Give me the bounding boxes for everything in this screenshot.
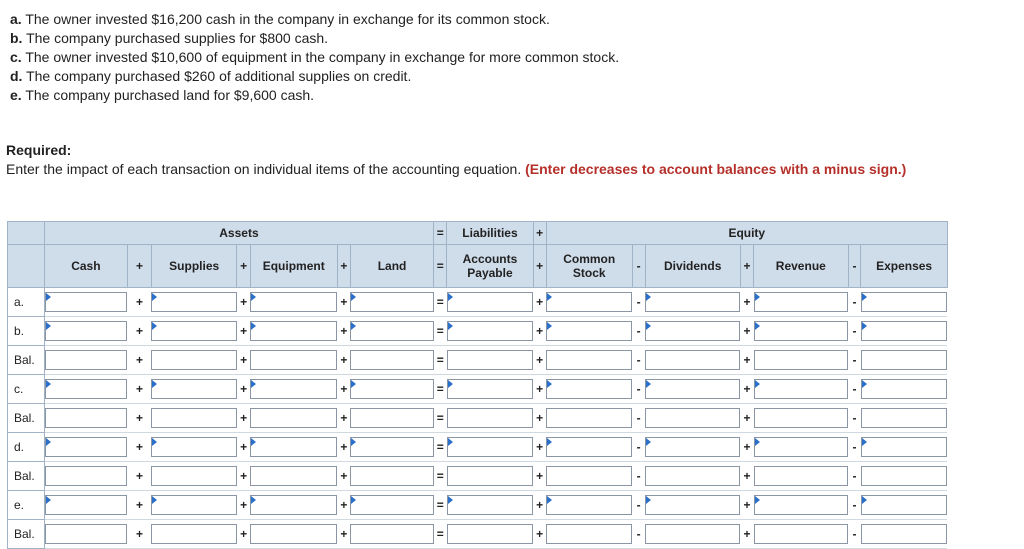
cell [546,433,632,462]
equity-group-header: Equity [546,222,947,245]
cell [350,462,433,491]
operator-sign: = [434,404,447,433]
liabilities-group-header: Liabilities [447,222,533,245]
land-input[interactable] [350,437,433,457]
operator-sign: + [533,346,546,375]
cell [447,433,533,462]
operator-sign: - [632,375,645,404]
cell [151,317,237,346]
common-stock-input[interactable] [546,379,632,399]
equipment-input[interactable] [250,466,337,486]
cell [861,433,947,462]
common-stock-input[interactable] [546,292,632,312]
cell [861,346,947,375]
operator-sign: + [237,433,250,462]
accounts-payable-input[interactable] [447,292,533,312]
common-stock-input[interactable] [546,495,632,515]
cell [645,317,740,346]
operator-sign: = [434,317,447,346]
operator-sign: + [337,245,350,288]
expenses-input[interactable] [861,437,947,457]
cell [645,288,740,317]
row-label: Bal. [8,346,45,375]
operator-sign: - [632,288,645,317]
cell [546,346,632,375]
cell [861,520,947,549]
cell [151,288,237,317]
operator-sign: + [337,491,350,520]
accounts-payable-input[interactable] [447,495,533,515]
operator-sign: = [434,288,447,317]
equipment-input[interactable] [250,379,337,399]
cell [44,520,127,549]
operator-sign: - [848,433,861,462]
row-label: Bal. [8,462,45,491]
cash-input[interactable] [45,524,128,544]
dividends-input[interactable] [645,495,740,515]
common-stock-input[interactable] [546,408,632,428]
cell [546,375,632,404]
expenses-input[interactable] [861,292,947,312]
operator-sign: + [740,462,753,491]
equipment-input[interactable] [250,350,337,370]
cash-input[interactable] [45,495,128,515]
table-row [8,346,1024,375]
operator-sign: + [127,245,151,288]
expenses-input[interactable] [861,495,947,515]
operator-sign: = [434,520,447,549]
operator-sign: + [127,288,151,317]
land-input[interactable] [350,524,433,544]
operator-sign: + [337,375,350,404]
equals-sign: = [434,222,447,245]
dividends-input[interactable] [645,524,740,544]
row-label: Bal. [8,520,45,549]
cell [44,404,127,433]
operator-sign: + [237,346,250,375]
cell [250,404,337,433]
operator-sign: + [127,317,151,346]
operator-sign: - [848,520,861,549]
operator-sign: + [533,433,546,462]
table-row [8,462,1024,491]
cell [250,346,337,375]
operator-sign: - [848,346,861,375]
cell [447,375,533,404]
expenses-input[interactable] [861,466,947,486]
row-label: e. [8,491,45,520]
cell [250,317,337,346]
cell [754,491,848,520]
operator-sign: + [337,462,350,491]
cell [151,462,237,491]
dividends-input[interactable] [645,437,740,457]
accounts-payable-input[interactable] [447,466,533,486]
cash-input[interactable] [45,437,128,457]
operator-sign: + [337,288,350,317]
revenue-input[interactable] [754,350,848,370]
land-input[interactable] [350,350,433,370]
operator-sign: + [127,491,151,520]
cell [546,491,632,520]
cell [546,317,632,346]
cell [546,288,632,317]
column-header-expenses: Expenses [861,245,947,288]
operator-sign: - [848,404,861,433]
cell [754,317,848,346]
operator-sign: + [533,245,546,288]
table-row [8,288,1024,317]
operator-sign: = [434,433,447,462]
cell [350,346,433,375]
accounts-payable-input[interactable] [447,321,533,341]
cell [44,462,127,491]
operator-sign: = [434,491,447,520]
operator-sign: + [127,375,151,404]
header-column-row [8,245,1024,288]
operator-sign: + [337,520,350,549]
operator-sign: + [740,346,753,375]
transaction-list [10,10,619,105]
cell [645,520,740,549]
cell [861,375,947,404]
required-heading: Required: [6,142,72,158]
land-input[interactable] [350,495,433,515]
operator-sign: + [237,288,250,317]
cell [861,404,947,433]
row-label: Bal. [8,404,45,433]
revenue-input[interactable] [754,495,848,515]
operator-sign: - [632,491,645,520]
supplies-input[interactable] [151,466,237,486]
column-header-accounts-payable: Accounts Payable [447,245,533,288]
operator-sign: - [848,245,861,288]
cell [861,317,947,346]
operator-sign: = [434,462,447,491]
revenue-input[interactable] [754,466,848,486]
cell [350,317,433,346]
land-input[interactable] [350,321,433,341]
cell [250,433,337,462]
column-header-common-stock: Common Stock [546,245,632,288]
plus-sign: + [533,222,546,245]
cell [250,491,337,520]
dividends-input[interactable] [645,292,740,312]
operator-sign: + [740,375,753,404]
operator-sign: - [848,462,861,491]
operator-sign: + [740,404,753,433]
cell [350,520,433,549]
operator-sign: + [237,375,250,404]
operator-sign: - [632,404,645,433]
common-stock-input[interactable] [546,466,632,486]
cell [645,404,740,433]
column-header-land: Land [350,245,433,288]
cell [754,462,848,491]
row-label: a. [8,288,45,317]
operator-sign: = [434,375,447,404]
header-group-row [8,222,1024,245]
dividends-input[interactable] [645,466,740,486]
cell [151,433,237,462]
transaction-item: c. The owner invested $10,600 of equipment in the company in exchange for more common stock. [10,49,620,65]
accounts-payable-input[interactable] [447,408,533,428]
row-label: c. [8,375,45,404]
supplies-input[interactable] [151,379,237,399]
operator-sign: + [533,375,546,404]
common-stock-input[interactable] [546,524,632,544]
column-header-revenue: Revenue [754,245,848,288]
revenue-input[interactable] [754,321,848,341]
expenses-input[interactable] [861,524,947,544]
column-header-dividends: Dividends [645,245,740,288]
accounts-payable-input[interactable] [447,350,533,370]
supplies-input[interactable] [151,321,237,341]
operator-sign: + [237,491,250,520]
revenue-input[interactable] [754,292,848,312]
cell [754,375,848,404]
cell [151,404,237,433]
transaction-item: e. The company purchased land for $9,600 cash. [10,87,315,103]
operator-sign: - [632,317,645,346]
cell [754,520,848,549]
cell [350,404,433,433]
operator-sign: + [740,317,753,346]
revenue-input[interactable] [754,408,848,428]
instruction-emphasis: (Enter decreases to account balances with a minus sign.) [525,161,907,177]
operator-sign: + [533,520,546,549]
required-instructions [6,160,966,179]
operator-sign: - [848,288,861,317]
cell [754,346,848,375]
cell [250,520,337,549]
table-row [8,404,1024,433]
operator-sign: + [127,462,151,491]
cell [645,433,740,462]
operator-sign: + [237,404,250,433]
operator-sign: + [533,317,546,346]
cell [546,404,632,433]
land-input[interactable] [350,408,433,428]
supplies-input[interactable] [151,524,237,544]
cell [861,462,947,491]
equipment-input[interactable] [250,495,337,515]
operator-sign: - [632,462,645,491]
cash-input[interactable] [45,350,128,370]
operator-sign: + [127,346,151,375]
operator-sign: + [337,433,350,462]
cell [546,520,632,549]
equipment-input[interactable] [250,321,337,341]
cell [250,462,337,491]
operator-sign: + [740,491,753,520]
transaction-item: a. The owner invested $16,200 cash in the company in exchange for its common stock. [10,11,550,27]
column-header-equipment: Equipment [250,245,337,288]
table-row [8,433,1024,462]
expenses-input[interactable] [861,350,947,370]
cell [44,317,127,346]
cell [447,462,533,491]
cell [447,520,533,549]
operator-sign: + [533,462,546,491]
equipment-input[interactable] [250,437,337,457]
cell [447,346,533,375]
land-input[interactable] [350,466,433,486]
accounts-payable-input[interactable] [447,437,533,457]
column-header-supplies: Supplies [151,245,237,288]
cell [350,491,433,520]
cell [645,491,740,520]
transaction-item: d. The company purchased $260 of additional supplies on credit. [10,68,412,84]
accounts-payable-input[interactable] [447,524,533,544]
cell [754,404,848,433]
operator-sign: + [740,520,753,549]
operator-sign: + [533,491,546,520]
cell [645,375,740,404]
cell [151,491,237,520]
dividends-input[interactable] [645,408,740,428]
row-label-header [8,245,45,288]
operator-sign: + [740,288,753,317]
operator-sign: - [848,317,861,346]
cash-input[interactable] [45,379,128,399]
revenue-input[interactable] [754,524,848,544]
supplies-input[interactable] [151,292,237,312]
revenue-input[interactable] [754,379,848,399]
operator-sign: + [127,404,151,433]
row-label: d. [8,433,45,462]
dividends-input[interactable] [645,350,740,370]
operator-sign: - [632,433,645,462]
supplies-input[interactable] [151,408,237,428]
expenses-input[interactable] [861,379,947,399]
operator-sign: + [337,346,350,375]
operator-sign: = [434,346,447,375]
table-row [8,491,1024,520]
instruction-text: Enter the impact of each transaction on individual items of the accounting equation. [6,161,522,177]
column-header-cash: Cash [44,245,127,288]
table-row [8,317,1024,346]
equipment-input[interactable] [250,292,337,312]
cell [645,462,740,491]
operator-sign: - [848,375,861,404]
cell [447,404,533,433]
common-stock-input[interactable] [546,350,632,370]
cell [861,288,947,317]
supplies-input[interactable] [151,437,237,457]
cell [250,288,337,317]
cash-input[interactable] [45,466,128,486]
transaction-item: b. The company purchased supplies for $800 cash. [10,30,329,46]
cell [645,346,740,375]
accounting-equation-table [7,221,1024,549]
cell [44,491,127,520]
common-stock-input[interactable] [546,321,632,341]
cell [350,433,433,462]
operator-sign: + [127,520,151,549]
row-label: b. [8,317,45,346]
common-stock-input[interactable] [546,437,632,457]
land-input[interactable] [350,379,433,399]
cell [754,433,848,462]
operator-sign: + [237,317,250,346]
table-row [8,520,1024,549]
expenses-input[interactable] [861,321,947,341]
expenses-input[interactable] [861,408,947,428]
cell [44,433,127,462]
operator-sign: - [632,346,645,375]
cell [44,346,127,375]
dividends-input[interactable] [645,379,740,399]
operator-sign: - [632,520,645,549]
operator-sign: - [632,245,645,288]
operator-sign: + [237,462,250,491]
cash-input[interactable] [45,292,128,312]
cell [44,288,127,317]
operator-sign: + [533,404,546,433]
cash-input[interactable] [45,408,128,428]
cell [151,520,237,549]
operator-sign: + [337,404,350,433]
cell [44,375,127,404]
cell [350,375,433,404]
operator-sign: + [237,245,250,288]
cell [350,288,433,317]
dividends-input[interactable] [645,321,740,341]
cell [754,288,848,317]
cell [151,346,237,375]
operator-sign: + [533,288,546,317]
cell [250,375,337,404]
operator-sign: + [337,317,350,346]
cell [447,491,533,520]
equipment-input[interactable] [250,408,337,428]
operator-sign: - [848,491,861,520]
operator-sign: + [740,245,753,288]
cell [861,491,947,520]
land-input[interactable] [350,292,433,312]
operator-sign: = [434,245,447,288]
equipment-input[interactable] [250,524,337,544]
assets-group-header: Assets [44,222,433,245]
cell [151,375,237,404]
supplies-input[interactable] [151,350,237,370]
cell [447,317,533,346]
table-row [8,375,1024,404]
accounts-payable-input[interactable] [447,379,533,399]
cell [447,288,533,317]
corner-cell [8,222,45,245]
cell [546,462,632,491]
supplies-input[interactable] [151,495,237,515]
cash-input[interactable] [45,321,128,341]
operator-sign: + [127,433,151,462]
revenue-input[interactable] [754,437,848,457]
operator-sign: + [237,520,250,549]
operator-sign: + [740,433,753,462]
